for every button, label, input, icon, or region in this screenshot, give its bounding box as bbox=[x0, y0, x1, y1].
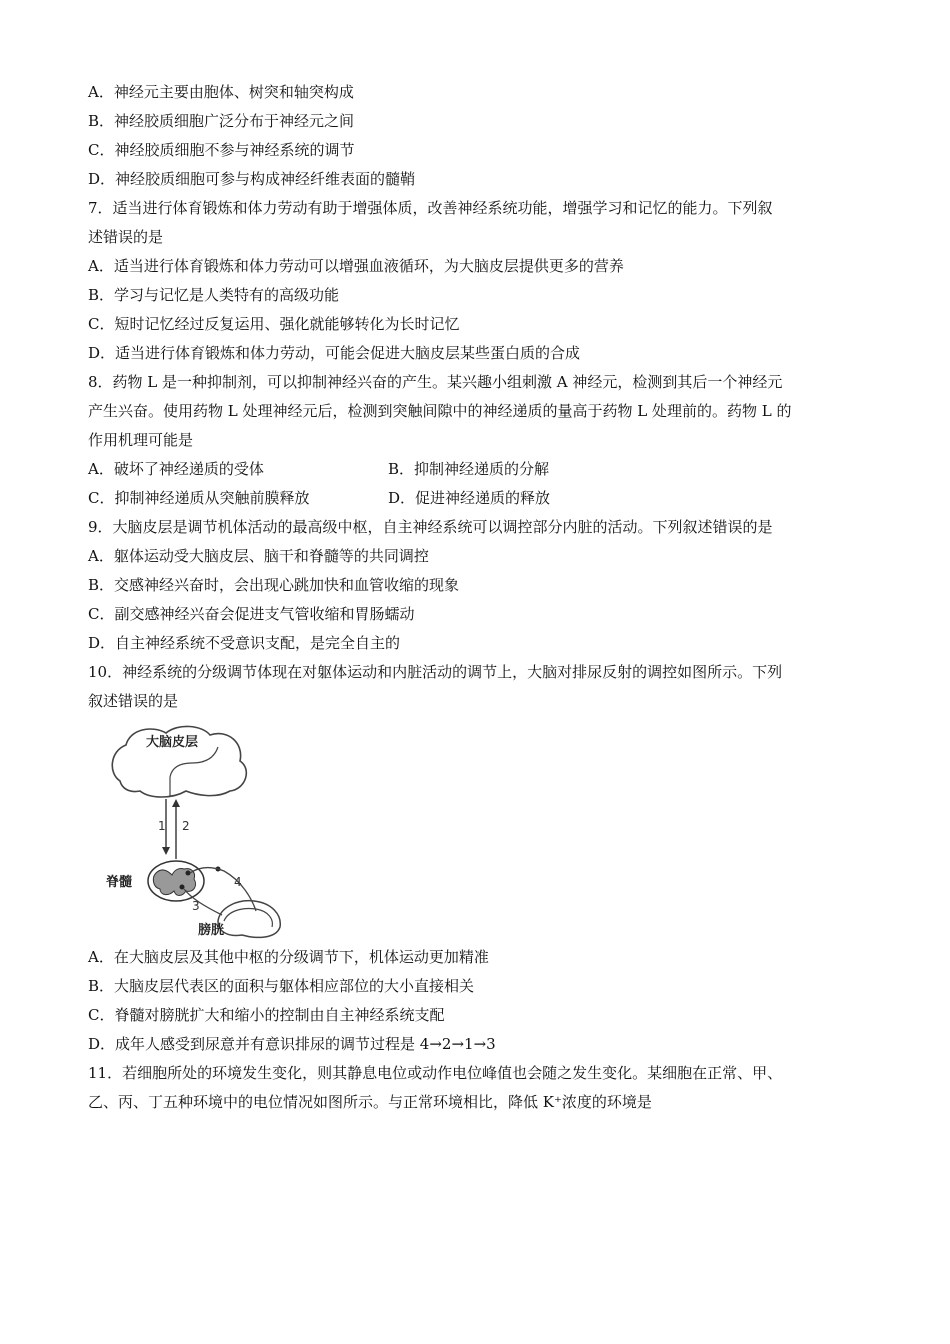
q7-option-d: D．适当进行体育锻炼和体力劳动，可能会促进大脑皮层某些蛋白质的合成 bbox=[88, 344, 581, 362]
pathway-2-number: 2 bbox=[182, 819, 190, 833]
label-bladder: 膀胱 bbox=[198, 923, 225, 938]
q9-option-d: D．自主神经系统不受意识支配，是完全自主的 bbox=[88, 634, 401, 652]
pathway-1-arrowhead bbox=[162, 847, 170, 855]
nerve-3-number: 3 bbox=[192, 899, 200, 913]
q7-stem-line-2: 述错误的是 bbox=[88, 228, 164, 246]
bladder-inner bbox=[224, 909, 272, 928]
q6-option-c: C．神经胶质细胞不参与神经系统的调节 bbox=[88, 141, 355, 159]
q8-option-a: A．破坏了神经递质的受体 bbox=[88, 460, 264, 478]
q9-option-b: B．交感神经兴奋时，会出现心跳加快和血管收缩的现象 bbox=[88, 576, 460, 594]
label-cerebral-cortex: 大脑皮层 bbox=[146, 735, 199, 750]
brain-fold bbox=[170, 747, 218, 797]
q8-stem-line-1: 8．药物 L 是一种抑制剂，可以抑制神经兴奋的产生。某兴趣小组刺激 A 神经元，检测到其后一个神经元 bbox=[88, 373, 783, 391]
q8-option-b: B．抑制神经递质的分解 bbox=[388, 460, 550, 478]
nerve-4-number: 4 bbox=[234, 875, 242, 889]
q10-option-a: A．在大脑皮层及其他中枢的分级调节下，机体运动更加精准 bbox=[88, 948, 489, 966]
q8-option-d: D．促进神经递质的释放 bbox=[388, 489, 551, 507]
q9-option-c: C．副交感神经兴奋会促进支气管收缩和胃肠蠕动 bbox=[88, 605, 415, 623]
pathway-2-arrowhead bbox=[172, 799, 180, 807]
q7-stem-line-1: 7．适当进行体育锻炼和体力劳动有助于增强体质，改善神经系统功能，增强学习和记忆的能力。下列叙 bbox=[88, 199, 773, 217]
q10-option-c: C．脊髓对膀胱扩大和缩小的控制由自主神经系统支配 bbox=[88, 1006, 445, 1024]
q8-options-row-1 bbox=[88, 455, 868, 484]
reflex-diagram-drawing bbox=[106, 721, 306, 939]
q11-stem-line-1: 11．若细胞所处的环境发生变化，则其静息电位或动作电位峰值也会随之发生变化。某细胞在正常、甲、 bbox=[88, 1064, 783, 1082]
spinal-neuron-dot bbox=[186, 871, 191, 876]
q7-option-a: A．适当进行体育锻炼和体力劳动可以增强血液循环，为大脑皮层提供更多的营养 bbox=[88, 257, 624, 275]
q11-stem-line-2: 乙、丙、丁五种环境中的电位情况如图所示。与正常环境相比，降低 K⁺浓度的环境是 bbox=[88, 1093, 652, 1111]
q6-option-b: B．神经胶质细胞广泛分布于神经元之间 bbox=[88, 112, 355, 130]
q10-stem-line-1: 10．神经系统的分级调节体现在对躯体运动和内脏活动的调节上，大脑对排尿反射的调控如图所示。下列 bbox=[88, 663, 783, 681]
q9-option-a: A．躯体运动受大脑皮层、脑干和脊髓等的共同调控 bbox=[88, 547, 429, 565]
q10-option-d: D．成年人感受到尿意并有意识排尿的调节过程是 4→2→1→3 bbox=[88, 1035, 496, 1053]
pathway-1-number: 1 bbox=[158, 819, 166, 833]
q7-option-c: C．短时记忆经过反复运用、强化就能够转化为长时记忆 bbox=[88, 315, 460, 333]
q9-stem: 9．大脑皮层是调节机体活动的最高级中枢，自主神经系统可以调控部分内脏的活动。下列叙述错误的是 bbox=[88, 518, 773, 536]
spinal-neuron-dot-2 bbox=[180, 885, 185, 890]
label-spinal-cord: 脊髓 bbox=[106, 875, 133, 890]
q8-stem-line-2: 产生兴奋。使用药物 L 处理神经元后，检测到突触间隙中的神经递质的量高于药物 L 处理前的。药物 L 的 bbox=[88, 402, 792, 420]
exam-page bbox=[88, 78, 868, 1117]
q8-options-row-2 bbox=[88, 484, 868, 513]
q10-option-b: B．大脑皮层代表区的面积与躯体相应部位的大小直接相关 bbox=[88, 977, 475, 995]
urination-reflex-diagram bbox=[106, 721, 306, 939]
q6-option-a: A．神经元主要由胞体、树突和轴突构成 bbox=[88, 83, 354, 101]
q8-stem-line-3: 作用机理可能是 bbox=[88, 431, 194, 449]
q7-option-b: B．学习与记忆是人类特有的高级功能 bbox=[88, 286, 340, 304]
q6-option-d: D．神经胶质细胞可参与构成神经纤维表面的髓鞘 bbox=[88, 170, 416, 188]
q8-option-c: C．抑制神经递质从突触前膜释放 bbox=[88, 489, 310, 507]
q10-stem-line-2: 叙述错误的是 bbox=[88, 692, 179, 710]
